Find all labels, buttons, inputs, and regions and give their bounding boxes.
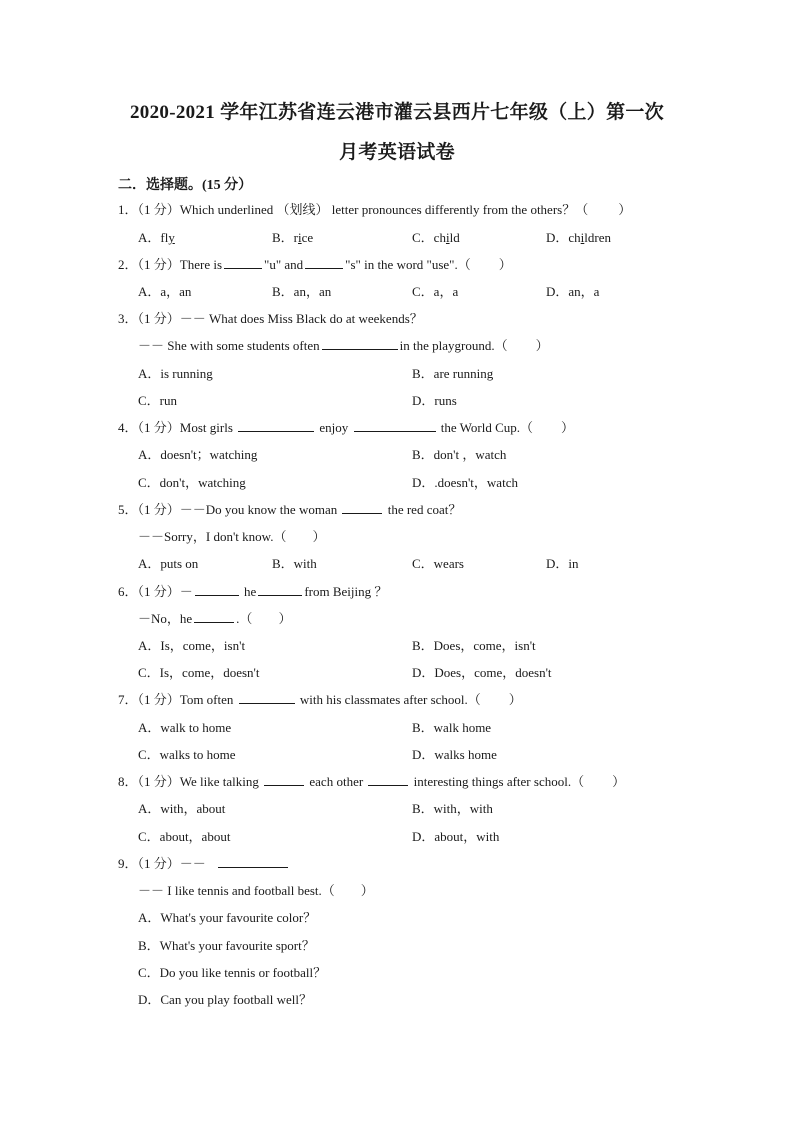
text-span: "u" and — [264, 257, 304, 272]
text-span: 5． — [118, 502, 138, 517]
text-span: －－ I like tennis and football best.（ — [138, 883, 335, 898]
text-span: A． — [138, 230, 161, 245]
text-span: ） — [561, 420, 575, 435]
text-span: 4． — [118, 420, 138, 435]
option-1c — [412, 229, 460, 247]
option-7a: A．walk to home — [138, 720, 232, 735]
text-span: （1 分） — [137, 502, 180, 517]
option-4a: A．doesn't；watching — [138, 447, 258, 462]
text-span: y — [168, 230, 175, 245]
option-8d: D．about，with — [412, 829, 500, 844]
text-span: 3． — [118, 311, 138, 326]
question-5 — [118, 501, 461, 519]
question-score: （1 分） — [137, 202, 180, 217]
text-span: There is — [179, 257, 223, 272]
text-span: －－ — [179, 856, 206, 871]
question-9-reply — [138, 882, 374, 900]
option-6d: D．Does，come，doesn't — [412, 665, 552, 680]
text-span: r — [293, 230, 299, 245]
answer-blank — [238, 419, 314, 432]
question-4 — [118, 419, 574, 437]
answer-blank — [195, 583, 239, 596]
question-number: 1． — [118, 202, 138, 217]
text-span: Tom often — [179, 692, 234, 707]
text-span: We like talking — [179, 774, 259, 789]
text-span: －－Sorry，I don't know.（ — [138, 529, 287, 544]
option-2c: C．a，a — [412, 284, 459, 299]
text-span: － — [179, 584, 193, 599]
text-span: （1 分） — [137, 584, 180, 599]
section-heading: 二．选择题。(15 分） — [118, 178, 253, 193]
text-span: （1 分） — [137, 257, 180, 272]
exam-title-line-2: 月考英语试卷 — [339, 142, 455, 163]
text-span: ） — [360, 883, 374, 898]
option-9d: D．Can you play football well？ — [138, 992, 313, 1007]
option-1d — [546, 229, 611, 247]
answer-blank — [354, 419, 436, 432]
option-1a — [138, 229, 175, 247]
text-span: ch — [433, 230, 446, 245]
option-6b: B．Does，come，isn't — [412, 638, 536, 653]
question-stem-end: ） — [618, 202, 632, 217]
option-4d: D．.doesn't，watch — [412, 475, 518, 490]
option-4b: B．don't ，watch — [412, 447, 507, 462]
option-9a: A．What's your favourite color？ — [138, 910, 317, 925]
question-6 — [118, 583, 387, 601]
text-span: in the playground.（ — [399, 338, 508, 353]
text-span: "s" in the word "use".（ — [345, 257, 471, 272]
text-span: .（ — [236, 611, 253, 626]
text-span: －－ She with some students often — [138, 338, 320, 353]
text-span: ldren — [584, 230, 612, 245]
text-span: ） — [508, 692, 522, 707]
text-span: （1 分） — [137, 692, 180, 707]
option-8c: C．about，about — [138, 829, 231, 844]
option-3d: D．runs — [412, 393, 457, 408]
answer-blank — [264, 773, 304, 786]
text-span: 6． — [118, 584, 138, 599]
exam-title-line-1: 2020-2021 学年江苏省连云港市灌云县西片七年级（上）第一次 — [130, 102, 664, 123]
question-9 — [118, 855, 290, 873]
option-6c: C．Is，come，doesn't — [138, 665, 260, 680]
text-span: （1 分） — [137, 774, 180, 789]
text-span: fl — [160, 230, 169, 245]
option-3b: B．are running — [412, 366, 494, 381]
option-4c: C．don't，watching — [138, 475, 246, 490]
question-3-reply — [138, 337, 549, 355]
text-span: he — [244, 584, 257, 599]
option-8b: B．with，with — [412, 801, 493, 816]
answer-blank — [258, 583, 302, 596]
question-stem: Which underlined （划线） letter pronounces differently from the others？（ — [179, 202, 589, 217]
text-span: i — [445, 230, 450, 245]
text-span: （1 分） — [137, 420, 180, 435]
answer-blank — [224, 256, 262, 269]
option-5c: C．wears — [412, 556, 464, 571]
answer-blank — [342, 501, 382, 514]
option-9c: C．Do you like tennis or football？ — [138, 965, 327, 980]
text-span: ） — [278, 611, 292, 626]
option-9b: B．What's your favourite sport？ — [138, 938, 315, 953]
text-span: each other — [309, 774, 364, 789]
text-span: i — [298, 230, 302, 245]
text-span: enjoy — [319, 420, 349, 435]
question-3 — [118, 310, 423, 328]
text-span: ） — [498, 257, 512, 272]
option-2a: A．a，an — [138, 284, 192, 299]
text-span: －－ What does Miss Black do at weekends？ — [179, 311, 423, 326]
text-span: 2． — [118, 257, 138, 272]
answer-blank — [194, 610, 234, 623]
text-span: （1 分） — [137, 311, 180, 326]
text-span: ） — [612, 774, 626, 789]
option-8a: A．with，about — [138, 801, 226, 816]
option-5d: D．in — [546, 556, 579, 571]
text-span: interesting things after school.（ — [413, 774, 585, 789]
text-span: i — [580, 230, 585, 245]
question-8 — [118, 773, 625, 791]
text-span: C． — [412, 230, 434, 245]
text-span: the red coat？ — [387, 502, 462, 517]
text-span: B． — [272, 230, 294, 245]
option-2b: B．an，an — [272, 284, 332, 299]
option-5a: A．puts on — [138, 556, 199, 571]
text-span: 8． — [118, 774, 138, 789]
option-3a: A．is running — [138, 366, 213, 381]
text-span: with his classmates after school.（ — [299, 692, 481, 707]
option-5b: B．with — [272, 556, 317, 571]
text-span: ） — [535, 338, 549, 353]
text-span: －No，he — [138, 611, 193, 626]
text-span: （1 分） — [137, 856, 180, 871]
option-2d: D．an，a — [546, 284, 600, 299]
text-span: D． — [546, 230, 569, 245]
text-span: the World Cup.（ — [440, 420, 534, 435]
question-7 — [118, 691, 522, 709]
text-span: from Beijing ？ — [304, 584, 388, 599]
text-span: 9． — [118, 856, 138, 871]
text-span: ） — [312, 529, 326, 544]
text-span: －－Do you know the woman — [179, 502, 338, 517]
question-6-reply — [138, 610, 291, 628]
option-1b — [272, 229, 313, 247]
option-3c: C．run — [138, 393, 178, 408]
text-span: ce — [301, 230, 314, 245]
question-5-reply — [138, 528, 325, 546]
answer-blank — [368, 773, 408, 786]
option-7b: B．walk home — [412, 720, 492, 735]
option-7d: D．walks home — [412, 747, 497, 762]
text-span: ld — [449, 230, 460, 245]
option-6a: A．Is，come，isn't — [138, 638, 246, 653]
answer-blank — [305, 256, 343, 269]
text-span: Most girls — [179, 420, 233, 435]
answer-blank — [322, 337, 398, 350]
answer-blank — [218, 855, 288, 868]
question-2 — [118, 256, 512, 274]
text-span: 7． — [118, 692, 138, 707]
question-1 — [118, 201, 631, 219]
text-span: ch — [568, 230, 581, 245]
answer-blank — [239, 691, 295, 704]
option-7c: C．walks to home — [138, 747, 236, 762]
